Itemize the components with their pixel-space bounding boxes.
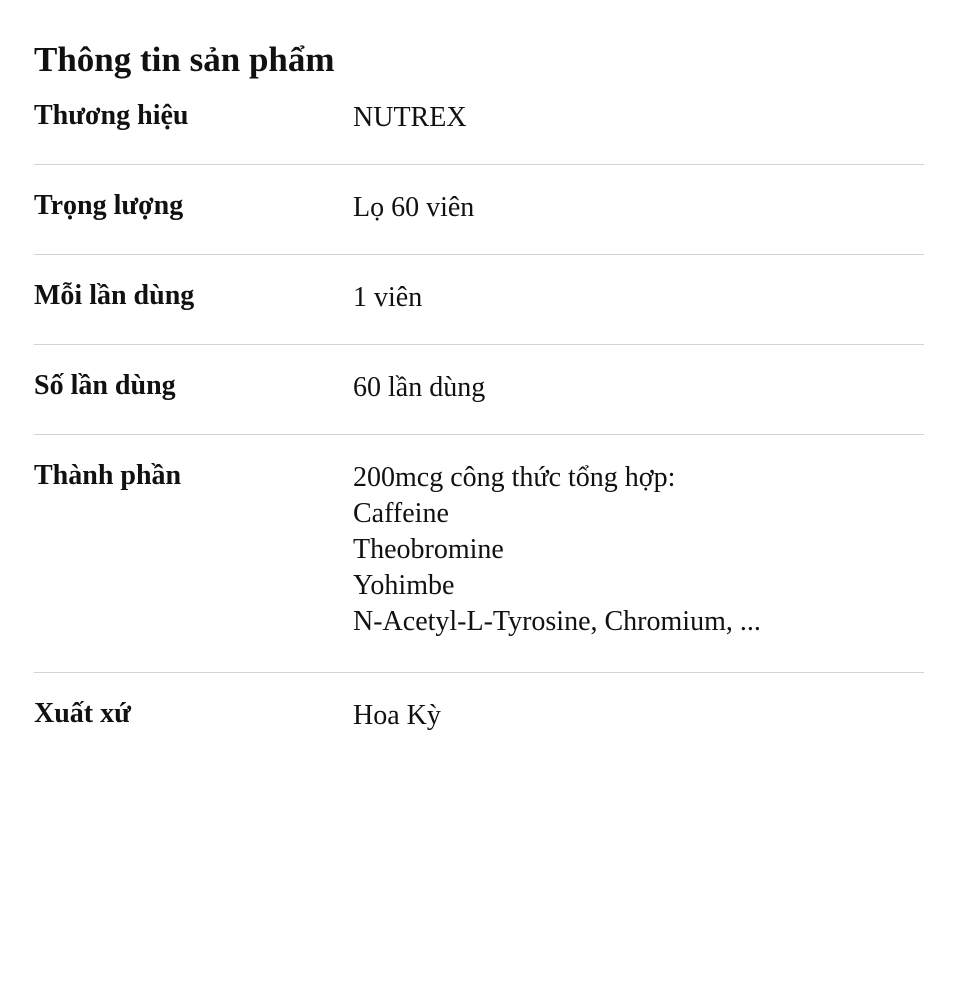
page-title: Thông tin sản phẩm xyxy=(34,40,335,79)
spec-label: Mỗi lần dùng xyxy=(34,280,195,311)
ingredient-line: 200mcg công thức tổng hợp: xyxy=(353,462,676,493)
spec-value: Lọ 60 viên xyxy=(353,192,475,223)
spec-value: 1 viên xyxy=(353,282,423,313)
divider xyxy=(34,672,924,673)
spec-label: Thương hiệu xyxy=(34,100,189,131)
ingredient-line: N-Acetyl-L-Tyrosine, Chromium, ... xyxy=(353,606,761,637)
spec-label: Số lần dùng xyxy=(34,370,176,401)
spec-label: Xuất xứ xyxy=(34,698,131,729)
spec-value-multiline xyxy=(353,460,761,640)
spec-label: Thành phần xyxy=(34,460,182,491)
spec-value: 60 lần dùng xyxy=(353,372,486,403)
divider xyxy=(34,344,924,345)
spec-label: Trọng lượng xyxy=(34,190,184,221)
ingredient-line: Theobromine xyxy=(353,534,504,565)
divider xyxy=(34,254,924,255)
divider xyxy=(34,434,924,435)
spec-value: Hoa Kỳ xyxy=(353,700,441,731)
spec-value: NUTREX xyxy=(353,102,467,133)
divider xyxy=(34,164,924,165)
ingredient-line: Caffeine xyxy=(353,498,449,529)
ingredient-line: Yohimbe xyxy=(353,570,455,601)
